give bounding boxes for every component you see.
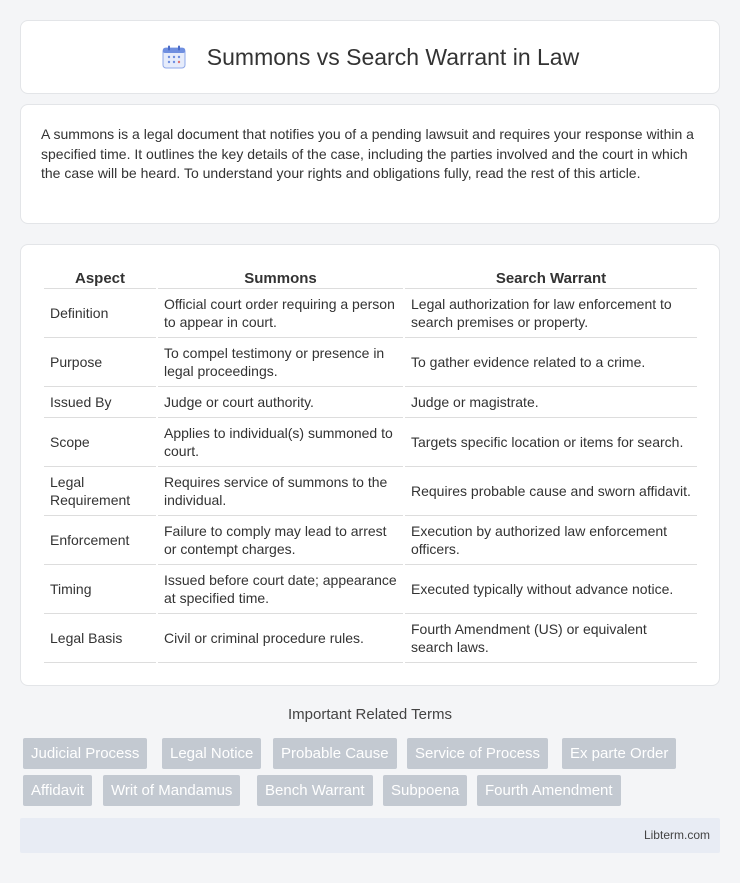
intro-text: A summons is a legal document that notifies you of a pending lawsuit and requires your response within a specified time. It outlines the key details of the case, including the parties involved and the court in which the case will be heard. To understand your rights and obligations fully, read the rest of this article. (41, 126, 694, 181)
intro-card (20, 104, 720, 224)
footer (20, 818, 720, 853)
cell-search-warrant: Legal authorization for law enforcement to search premises or property. (405, 289, 697, 338)
table-row (44, 338, 697, 387)
tag-fourth-amendment[interactable]: Fourth Amendment (477, 775, 621, 806)
cell-search-warrant: Executed typically without advance notice. (405, 565, 697, 614)
cell-search-warrant: Targets specific location or items for search. (405, 418, 697, 467)
cell-aspect: Legal Basis (44, 614, 156, 663)
cell-aspect: Scope (44, 418, 156, 467)
column-header-search-warrant: Search Warrant (405, 265, 697, 289)
cell-search-warrant: Judge or magistrate. (405, 387, 697, 418)
tag-judicial-process[interactable]: Judicial Process (23, 738, 147, 769)
tag-subpoena[interactable]: Subpoena (383, 775, 467, 806)
cell-aspect: Enforcement (44, 516, 156, 565)
cell-aspect: Definition (44, 289, 156, 338)
cell-search-warrant: Fourth Amendment (US) or equivalent search laws. (405, 614, 697, 663)
tag-ex-parte-order[interactable]: Ex parte Order (562, 738, 676, 769)
related-terms-title: Important Related Terms (288, 706, 452, 723)
cell-aspect: Timing (44, 565, 156, 614)
table-header-row (44, 265, 697, 289)
cell-aspect: Legal Requirement (44, 467, 156, 516)
cell-search-warrant: Execution by authorized law enforcement officers. (405, 516, 697, 565)
footer-site-link[interactable]: Libterm.com (643, 828, 710, 842)
column-header-summons: Summons (158, 265, 403, 289)
page-title: Summons vs Search Warrant in Law (206, 43, 580, 70)
cell-summons: Failure to comply may lead to arrest or contempt charges. (158, 516, 403, 565)
cell-summons: Requires service of summons to the individual. (158, 467, 403, 516)
cell-summons: Applies to individual(s) summoned to court. (158, 418, 403, 467)
cell-search-warrant: Requires probable cause and sworn affidavit. (405, 467, 697, 516)
calendar-icon (161, 44, 187, 70)
column-header-aspect: Aspect (44, 265, 156, 289)
tag-probable-cause[interactable]: Probable Cause (273, 738, 397, 769)
tag-bench-warrant[interactable]: Bench Warrant (257, 775, 373, 806)
table-row (44, 289, 697, 338)
tag-service-of-process[interactable]: Service of Process (407, 738, 548, 769)
table-row (44, 467, 697, 516)
cell-summons: Official court order requiring a person to appear in court. (158, 289, 403, 338)
comparison-table-card (20, 244, 720, 686)
comparison-table (42, 265, 699, 663)
cell-summons: Civil or criminal procedure rules. (158, 614, 403, 663)
cell-summons: Judge or court authority. (158, 387, 403, 418)
cell-aspect: Issued By (44, 387, 156, 418)
table-row (44, 387, 697, 418)
header-card (20, 20, 720, 94)
cell-summons: Issued before court date; appearance at specified time. (158, 565, 403, 614)
tag-legal-notice[interactable]: Legal Notice (162, 738, 261, 769)
table-row (44, 516, 697, 565)
table-row (44, 565, 697, 614)
cell-aspect: Purpose (44, 338, 156, 387)
cell-search-warrant: To gather evidence related to a crime. (405, 338, 697, 387)
table-row (44, 418, 697, 467)
cell-summons: To compel testimony or presence in legal proceedings. (158, 338, 403, 387)
table-row (44, 614, 697, 663)
tag-writ-of-mandamus[interactable]: Writ of Mandamus (103, 775, 240, 806)
tag-affidavit[interactable]: Affidavit (23, 775, 92, 806)
